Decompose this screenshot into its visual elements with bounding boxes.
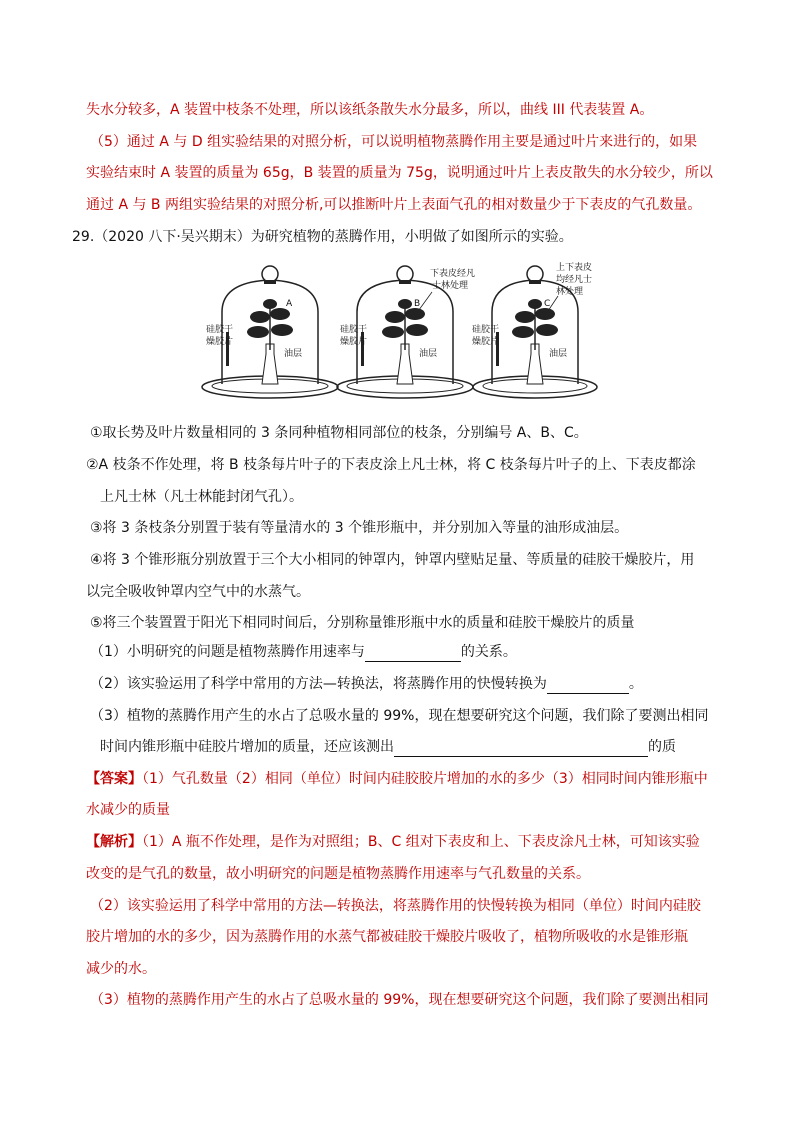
step-5: ⑤将三个装置置于阳光下相同时间后，分别称量锥形瓶中水的质量和硅胶干燥胶片的质量	[90, 615, 635, 631]
text-line-1: 失水分较多，A 装置中枝条不处理，所以该纸条散失水分最多，所以，曲线 III 代表装置 A。	[86, 102, 654, 118]
question-2-tail: 。	[628, 676, 643, 692]
svg-text:均经凡士: 均经凡士	[556, 275, 593, 285]
bell-jar-a	[202, 266, 338, 398]
bell-jar-b	[337, 266, 475, 398]
answer-line-1	[86, 769, 708, 789]
explanation-line-2: 改变的是气孔的数量，故小明研究的问题是植物蒸腾作用速率与气孔数量的关系。	[86, 866, 590, 882]
step-4: ④将 3 个锥形瓶分别放置于三个大小相同的钟罩内，钟罩内壁贴足量、等质量的硅胶干燥胶片，用	[90, 552, 695, 568]
step-1: ①取长势及叶片数量相同的 3 条同种植物相同部位的枝条，分别编号 A、B、C。	[90, 425, 588, 441]
question-3-blank[interactable]	[394, 740, 648, 757]
text-line-4: 通过 A 与 B 两组实验结果的对照分析,可以推断叶片上表面气孔的相对数量少于下表皮的气孔数量。	[86, 197, 702, 213]
svg-text:林处理: 林处理	[556, 287, 584, 297]
question-2-blank[interactable]	[547, 677, 629, 694]
svg-text:B: B	[414, 299, 421, 309]
question-2	[90, 674, 643, 694]
question-29-title: 29.（2020 八下·吴兴期末）为研究植物的蒸腾作用，小明做了如图所示的实验。	[72, 229, 573, 245]
answer-text: （1）气孔数量（2）相同（单位）时间内硅胶胶片增加的水的多少（3）相同时间内锥形瓶中	[142, 771, 708, 787]
text-line-3: 实验结束时 A 装置的质量为 65g，B 装置的质量为 75g，说明通过叶片上表皮散失的水分较少，所以	[86, 165, 713, 181]
question-3-cont	[100, 737, 676, 757]
svg-text:油层: 油层	[284, 349, 303, 359]
step-4-cont: 以完全吸收钟罩内空气中的水蒸气。	[86, 584, 310, 600]
svg-text:硅胶干: 硅胶干	[206, 325, 234, 335]
question-3-tail: 的质	[648, 739, 676, 755]
svg-text:上下表皮: 上下表皮	[556, 263, 593, 273]
question-1	[90, 642, 517, 662]
svg-text:下表皮经凡: 下表皮经凡	[430, 269, 476, 279]
step-2: ②A 枝条不作处理，将 B 枝条每片叶子的下表皮涂上凡士林，将 C 枝条每片叶子的上、下表皮都涂	[86, 457, 696, 473]
question-1-tail: 的关系。	[460, 644, 517, 660]
bell-jar-c	[472, 262, 597, 398]
explanation-line-1	[86, 832, 700, 852]
question-3: （3）植物的蒸腾作用产生的水占了总吸水量的 99%，现在想要研究这个问题，我们除了要测出相同	[90, 708, 709, 724]
svg-text:士林处理: 士林处理	[432, 281, 469, 291]
explanation-line-4: 胶片增加的水的多少，因为蒸腾作用的水蒸气都被硅胶干燥胶片吸收了，植物所吸收的水是锥形瓶	[86, 929, 688, 945]
question-2-text: （2）该实验运用了科学中常用的方法—转换法，将蒸腾作用的快慢转换为	[90, 676, 547, 692]
answer-line-2: 水减少的质量	[86, 802, 170, 818]
bell-jar-diagram	[200, 262, 600, 402]
question-1-text: （1）小明研究的问题是植物蒸腾作用速率与	[90, 644, 365, 660]
svg-text:硅胶干: 硅胶干	[340, 325, 368, 335]
explanation-label: 【解析】	[86, 834, 142, 850]
svg-text:硅胶干: 硅胶干	[472, 325, 500, 335]
explanation-line-5: 减少的水。	[86, 961, 156, 977]
svg-text:A: A	[286, 299, 293, 309]
explanation-line-3: （2）该实验运用了科学中常用的方法—转换法，将蒸腾作用的快慢转换为相同（单位）时间内硅胶	[90, 898, 701, 914]
svg-text:燥胶片: 燥胶片	[206, 337, 234, 347]
question-3-text: 时间内锥形瓶中硅胶片增加的质量，还应该测出	[100, 739, 394, 755]
svg-text:油层: 油层	[419, 349, 438, 359]
svg-text:燥胶片: 燥胶片	[340, 337, 368, 347]
experiment-figure	[200, 262, 600, 402]
explanation-line-6: （3）植物的蒸腾作用产生的水占了总吸水量的 99%，现在想要研究这个问题，我们除了要测出相同	[90, 992, 709, 1008]
svg-text:C: C	[544, 299, 551, 309]
step-3: ③将 3 条枝条分别置于装有等量清水的 3 个锥形瓶中，并分别加入等量的油形成油层。	[90, 520, 629, 536]
text-line-2: （5）通过 A 与 D 组实验结果的对照分析，可以说明植物蒸腾作用主要是通过叶片来进行的，如果	[90, 134, 698, 150]
explanation-text: （1）A 瓶不作处理，是作为对照组；B、C 组对下表皮和上、下表皮涂凡士林，可知该实验	[142, 834, 700, 850]
svg-text:燥胶片: 燥胶片	[472, 337, 500, 347]
answer-label: 【答案】	[86, 771, 142, 787]
step-2-cont: 上凡士林（凡士林能封闭气孔）。	[100, 489, 303, 505]
question-1-blank[interactable]	[365, 645, 461, 662]
svg-text:油层: 油层	[549, 349, 568, 359]
